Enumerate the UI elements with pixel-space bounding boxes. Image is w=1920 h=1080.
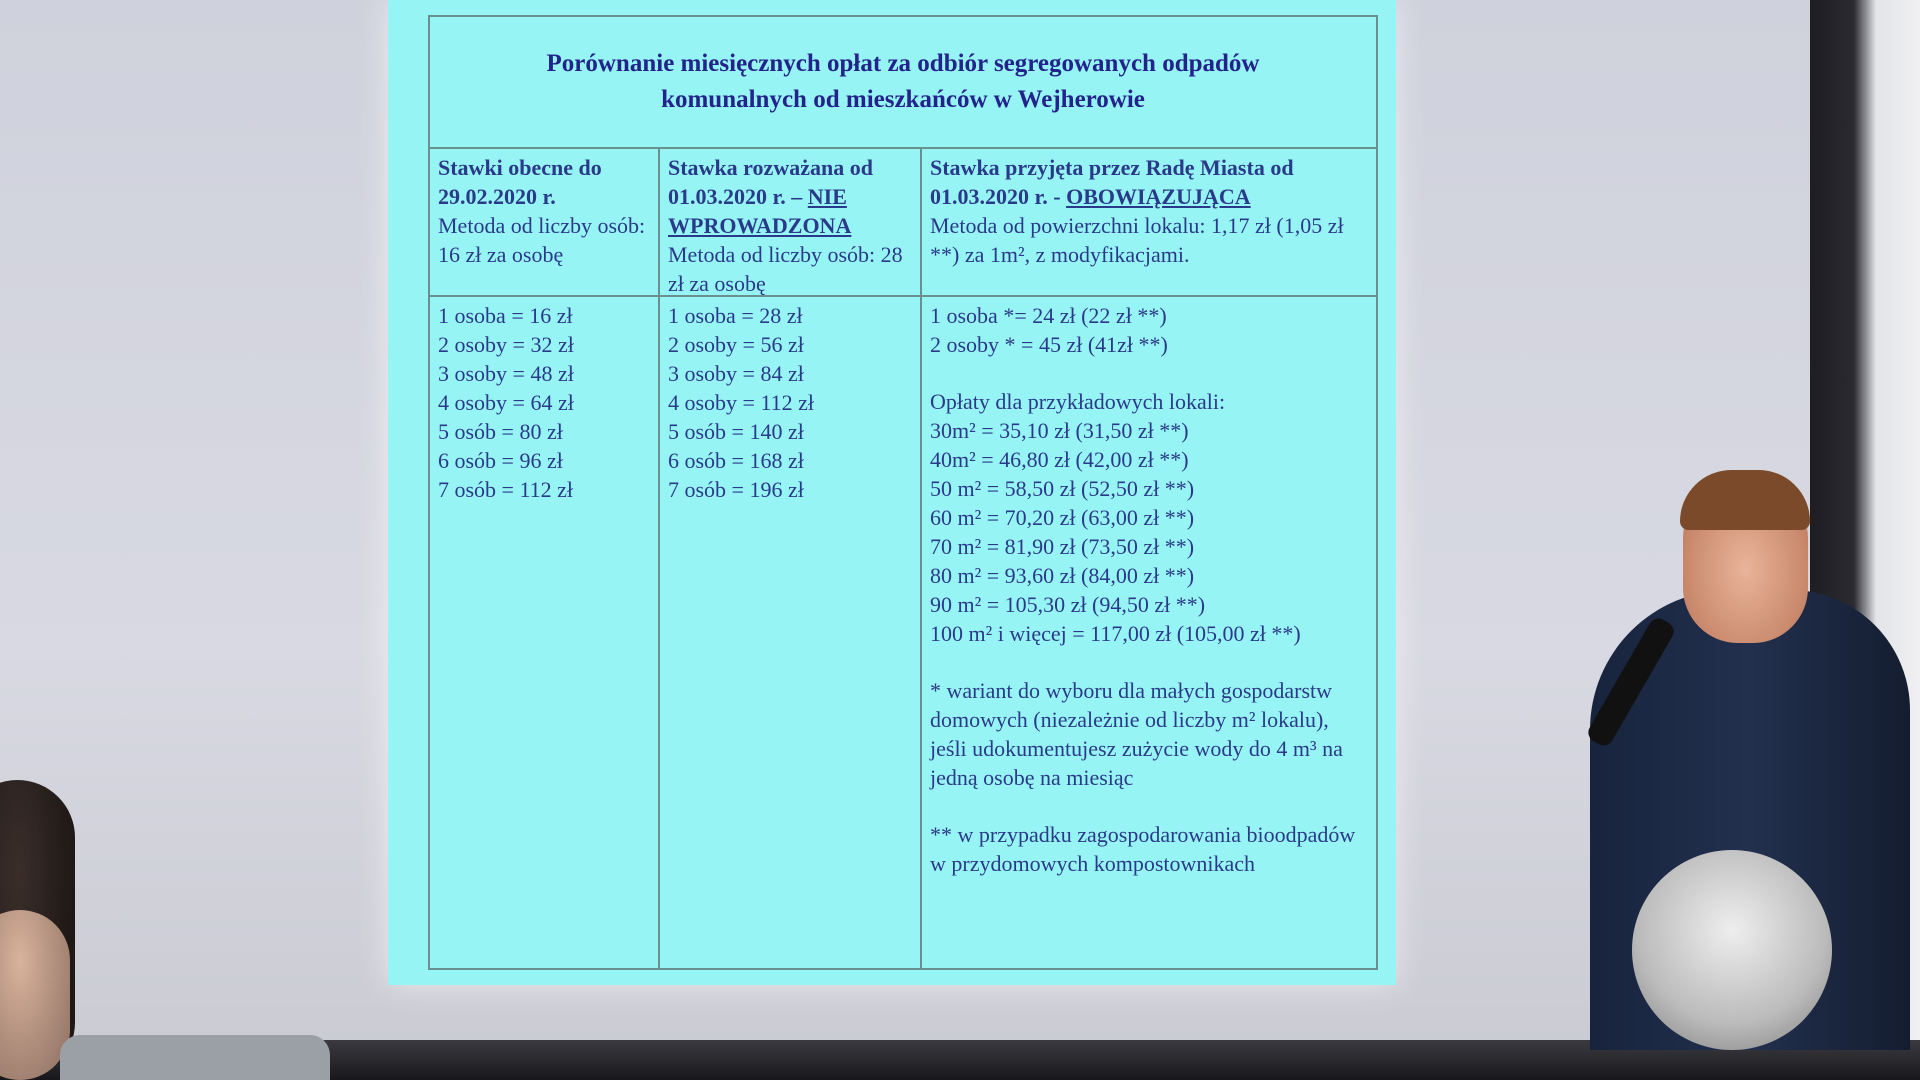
projected-slide [388,0,1396,985]
column-body [922,297,1376,878]
column-header [430,149,658,297]
column-header [660,149,920,297]
column-body [660,297,920,504]
rate-row: 2 osoby * = 45 zł (41zł **) [930,332,1168,357]
column-header-status: OBOWIĄZUJĄCA [1066,184,1251,209]
rate-row: 5 osób = 80 zł [438,419,563,444]
column-header-bold: Stawka przyjęta przez Radę Miasta od 01.03.2020 r. - [930,155,1294,209]
rate-row: 7 osób = 196 zł [668,477,804,502]
rate-row: 4 osoby = 112 zł [668,390,815,415]
comparison-table [428,15,1378,970]
rate-row: 7 osób = 112 zł [438,477,574,502]
example-row: 50 m² = 58,50 zł (52,50 zł **) [930,476,1195,501]
column-current-rates [430,149,660,968]
footnote-small-households: * wariant do wyboru dla małych gospodarstw domowych (niezależnie od liczby m² lokalu), jeśli udokumentujesz zużycie wody do 4 m³ na jedną osobę na miesiąc [930,678,1343,790]
example-row: 70 m² = 81,90 zł (73,50 zł **) [930,534,1195,559]
example-row: 90 m² = 105,30 zł (94,50 zł **) [930,592,1206,617]
example-row: 80 m² = 93,60 zł (84,00 zł **) [930,563,1195,588]
table-title-text: Porównanie miesięcznych opłat za odbiór segregowanych odpadów komunalnych od mieszkańców w Wejherowie [546,50,1260,113]
column-header [922,149,1376,297]
column-adopted-rates [922,149,1376,968]
examples-header: Opłaty dla przykładowych lokali: [930,389,1226,414]
spacer [930,792,1366,820]
column-header-status: NIE WPROWADZONA [668,184,852,238]
rate-row: 6 osób = 96 zł [438,448,563,473]
example-row: 60 m² = 70,20 zł (63,00 zł **) [930,505,1195,530]
column-header-bold: Stawka rozważana od 01.03.2020 r. – [668,155,873,209]
column-header-method: Metoda od liczby osób: 16 zł za osobę [438,213,646,267]
column-considered-rates [660,149,922,968]
audience-shoulder [60,1035,330,1080]
table-title [430,17,1376,149]
column-header-bold: Stawki obecne do 29.02.2020 r. [438,155,602,209]
column-header-method: Metoda od liczby osób: 28 zł za osobę [668,242,903,296]
rate-row: 2 osoby = 56 zł [668,332,804,357]
rate-row: 5 osób = 140 zł [668,419,804,444]
rate-row: 6 osób = 168 zł [668,448,804,473]
rate-row: 1 osoba *= 24 zł (22 zł **) [930,303,1167,328]
example-row: 30m² = 35,10 zł (31,50 zł **) [930,418,1189,443]
rate-row: 3 osoby = 84 zł [668,361,804,386]
rate-row: 3 osoby = 48 zł [438,361,574,386]
example-row: 40m² = 46,80 zł (42,00 zł **) [930,447,1189,472]
column-body [430,297,658,504]
audience-member-head [1632,850,1832,1050]
speaker-hair [1680,470,1810,530]
example-row: 100 m² i więcej = 117,00 zł (105,00 zł **) [930,621,1301,646]
footnote-composting: ** w przypadku zagospodarowania bioodpadów w przydomowych kompostownikach [930,822,1356,876]
spacer [930,648,1366,676]
spacer [930,359,1366,387]
rate-row: 1 osoba = 16 zł [438,303,573,328]
column-header-method: Metoda od powierzchni lokalu: 1,17 zł (1,05 zł **) za 1m², z modyfikacjami. [930,213,1344,267]
rate-row: 1 osoba = 28 zł [668,303,803,328]
rate-row: 2 osoby = 32 zł [438,332,574,357]
rate-row: 4 osoby = 64 zł [438,390,574,415]
